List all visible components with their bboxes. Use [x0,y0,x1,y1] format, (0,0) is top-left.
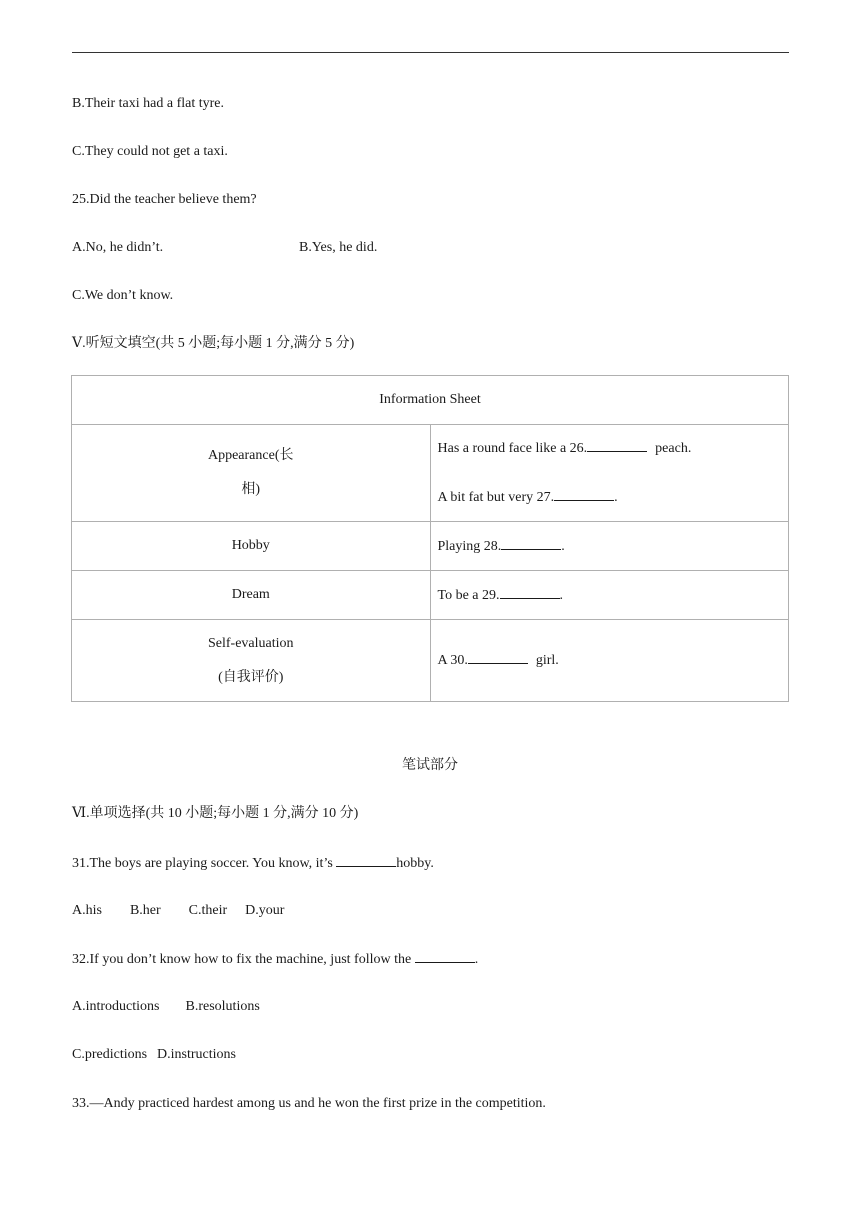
q32-option-d: D.instructions [157,1047,236,1062]
table-row [72,376,789,425]
q25-question: 25.Did the teacher believe them? [72,192,257,207]
q32-options-row-1 [72,998,260,1016]
q31-text: 31.The boys are playing soccer. You know, it’s [72,856,337,871]
table-row [72,522,789,571]
blank-26 [587,439,647,452]
appearance-line1-text: Has a round face like a 26. [437,441,588,456]
self-evaluation-content [430,620,789,702]
q31-option-a: A.his [72,903,102,918]
q25-option-c: C.We don’t know. [72,288,174,303]
table-row [72,620,789,702]
appearance-label-line2: 相) [241,482,261,497]
hobby-label: Hobby [72,522,431,571]
self-text: A 30. [437,653,468,668]
appearance-line2-text: A bit fat but very 27. [437,490,555,505]
appearance-label [72,425,431,522]
q31-option-d: D.your [245,903,285,918]
self-label-line1: Self-evaluation [207,635,294,651]
blank-28 [501,537,561,550]
self-label-line2: (自我评价) [218,669,284,685]
q32-option-c: C.predictions [72,1047,148,1062]
q31-option-b: B.her [129,903,161,918]
q31-question [72,854,434,873]
q31-option-c: C.their [188,903,228,918]
hobby-text: Playing 28. [437,538,502,554]
hobby-content [430,522,789,571]
section-5-heading: Ⅴ.听短文填空(共 5 小题;每小题 1 分,满分 5 分) [72,336,355,351]
q31-options [72,902,284,920]
appearance-line2-post: . [614,490,618,505]
blank-31 [336,854,396,867]
appearance-label-line1: Appearance(长 [207,448,294,463]
dream-label: Dream [72,571,431,620]
q24-option-c: C.They could not get a taxi. [72,144,228,159]
appearance-line-2 [438,488,789,507]
hobby-post: . [561,538,565,554]
q32-post: . [474,952,479,967]
q33-question: 33.—Andy practiced hardest among us and he won the first prize in the competition. [72,1096,546,1111]
written-part-heading: 笔试部分 [402,758,458,773]
blank-27 [554,488,614,501]
dream-post: . [559,587,564,603]
header-rule [72,52,789,53]
q25-option-b: B.Yes, he did. [299,240,378,255]
table-row [72,425,789,522]
appearance-content [430,425,789,522]
q32-option-b: B.resolutions [185,999,260,1014]
appearance-line-1 [438,439,789,458]
q32-question [72,950,478,969]
q32-options-row-2 [72,1046,236,1064]
section-6-heading: Ⅵ.单项选择(共 10 小题;每小题 1 分,满分 10 分) [72,806,359,821]
q32-text: 32.If you don’t know how to fix the machine, just follow the [72,952,415,967]
table-row [72,571,789,620]
blank-30 [468,651,528,664]
information-sheet-table [71,375,789,702]
q24-option-b: B.Their taxi had a flat tyre. [72,96,224,111]
q25-option-a: A.No, he didn’t. [72,240,164,255]
self-evaluation-label [72,620,431,702]
dream-text: To be a 29. [437,587,500,603]
blank-32 [415,950,475,963]
blank-29 [500,586,560,599]
dream-content [430,571,789,620]
q32-option-a: A.introductions [72,999,160,1014]
q31-post: hobby. [396,856,434,871]
sheet-title: Information Sheet [72,376,789,425]
self-post: girl. [535,653,559,668]
appearance-line1-post: peach. [655,441,692,456]
